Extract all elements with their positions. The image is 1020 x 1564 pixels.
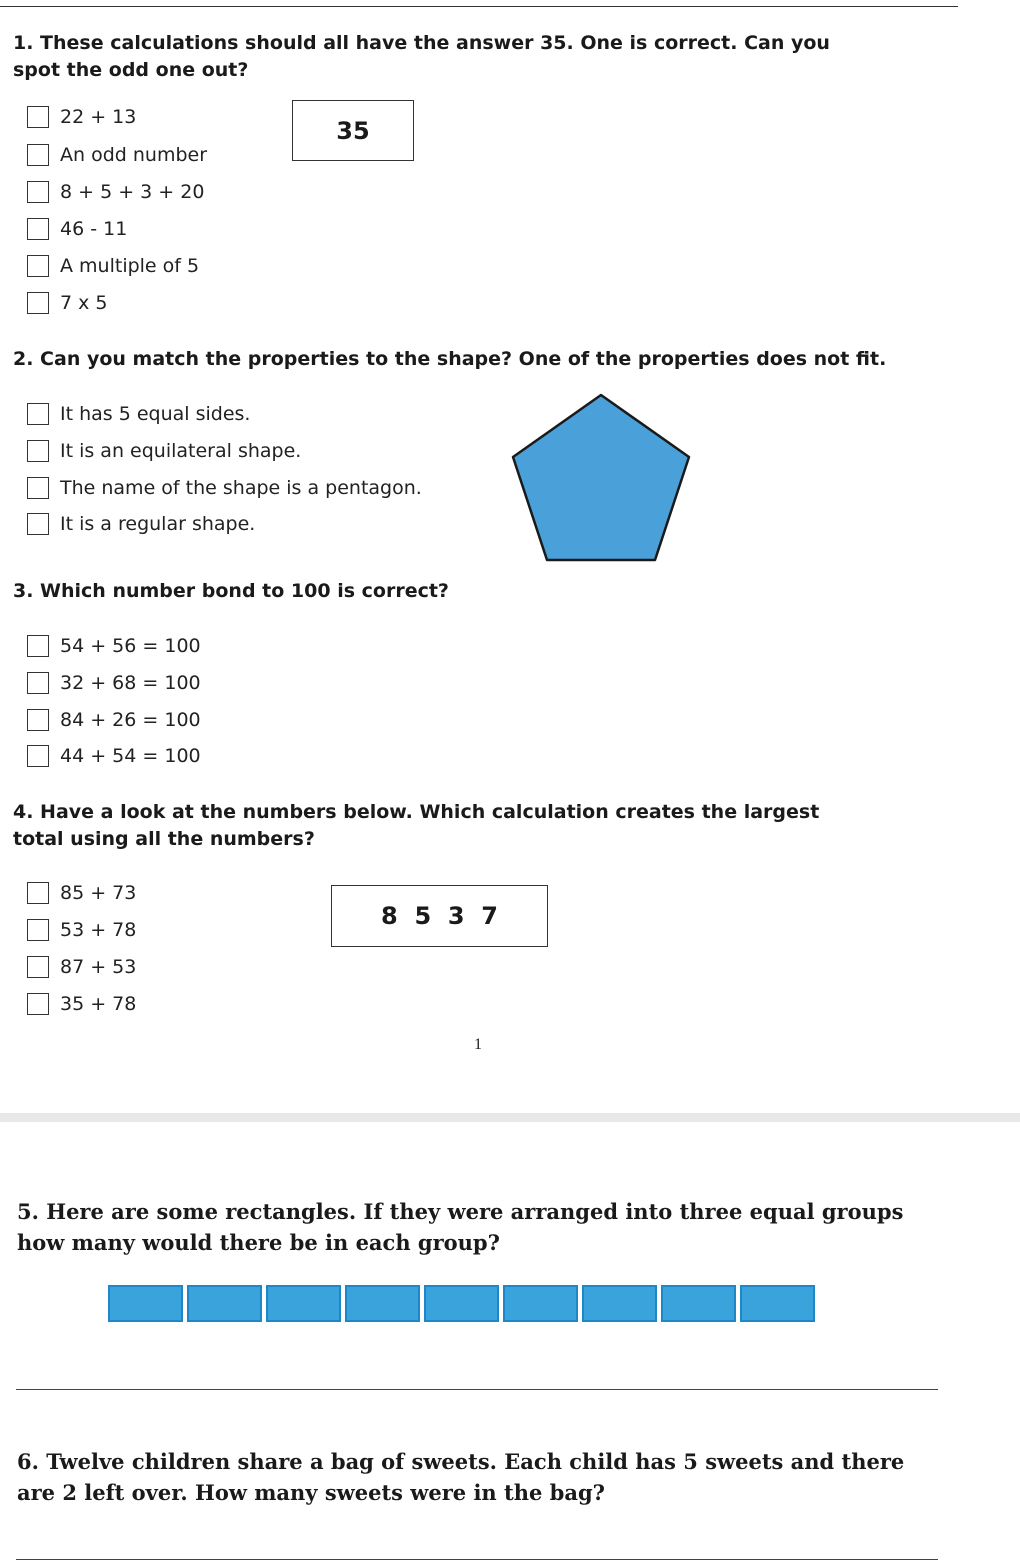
rectangle [345,1285,420,1322]
rectangle [424,1285,499,1322]
option-label: The name of the shape is a pentagon. [60,477,422,499]
question-1-text: 1. These calculations should all have the answer 35. One is correct. Can you spot the odd one out? [13,32,830,81]
question-3-text: 3. Which number bond to 100 is correct? [13,580,449,602]
option-label: 8 + 5 + 3 + 20 [60,181,205,203]
rectangle [108,1285,183,1322]
rectangles-row [108,1285,815,1322]
checkbox[interactable] [27,106,49,128]
checkbox[interactable] [27,709,49,731]
question-5-text: 5. Here are some rectangles. If they were arranged into three equal groups how many would there be in each group? [17,1199,904,1255]
option-label: It is a regular shape. [60,513,256,535]
option-label: 7 x 5 [60,292,108,314]
q1-option [27,180,204,204]
rectangle [740,1285,815,1322]
checkbox[interactable] [27,513,49,535]
checkbox[interactable] [27,292,49,314]
q3-option [27,708,201,732]
q1-option [27,143,207,167]
option-label: 87 + 53 [60,956,137,978]
question-6-text: 6. Twelve children share a bag of sweets. Each child has 5 sweets and there are 2 left over. How many sweets were in the bag? [17,1449,905,1505]
top-rule [0,6,958,7]
option-label: It is an equilateral shape. [60,440,302,462]
rectangle [266,1285,341,1322]
option-label: A multiple of 5 [60,255,200,277]
option-label: 44 + 54 = 100 [60,745,201,767]
checkbox[interactable] [27,956,49,978]
answer-box-35: 35 [292,100,414,161]
option-label: 54 + 56 = 100 [60,635,201,657]
rectangle [582,1285,657,1322]
checkbox[interactable] [27,919,49,941]
checkbox[interactable] [27,403,49,425]
option-label: 32 + 68 = 100 [60,672,201,694]
rectangle [661,1285,736,1322]
checkbox[interactable] [27,635,49,657]
q2-option [27,512,255,536]
checkbox[interactable] [27,144,49,166]
q4-option [27,881,136,905]
q1-option [27,217,127,241]
page-number: 1 [474,1036,482,1053]
q4-option [27,992,136,1016]
checkbox[interactable] [27,181,49,203]
checkbox[interactable] [27,745,49,767]
checkbox[interactable] [27,218,49,240]
option-label: 35 + 78 [60,993,137,1015]
q1-option [27,105,136,129]
option-label: 53 + 78 [60,919,137,941]
pentagon-shape [508,390,694,566]
option-label: It has 5 equal sides. [60,403,251,425]
q3-option [27,671,201,695]
option-label: 22 + 13 [60,106,137,128]
q2-option [27,402,250,426]
q4-option [27,918,136,942]
rectangle [503,1285,578,1322]
rectangle [187,1285,262,1322]
pentagon [513,395,689,560]
checkbox[interactable] [27,672,49,694]
q1-option [27,291,108,315]
checkbox[interactable] [27,440,49,462]
answer-line[interactable] [16,1389,938,1390]
q3-option [27,634,201,658]
q2-option [27,439,301,463]
checkbox[interactable] [27,882,49,904]
option-label: An odd number [60,144,208,166]
option-label: 85 + 73 [60,882,137,904]
checkbox[interactable] [27,255,49,277]
question-2-text: 2. Can you match the properties to the shape? One of the properties does not fit. [13,348,887,370]
page-separator [0,1113,1020,1122]
digits-box: 8 5 3 7 [331,885,548,947]
question-4-text: 4. Have a look at the numbers below. Which calculation creates the largest total using all the numbers? [13,801,820,850]
checkbox[interactable] [27,993,49,1015]
q1-option [27,254,199,278]
q3-option [27,744,201,768]
q2-option [27,476,422,500]
answer-line[interactable] [16,1559,938,1560]
q4-option [27,955,136,979]
checkbox[interactable] [27,477,49,499]
option-label: 46 - 11 [60,218,128,240]
option-label: 84 + 26 = 100 [60,709,201,731]
